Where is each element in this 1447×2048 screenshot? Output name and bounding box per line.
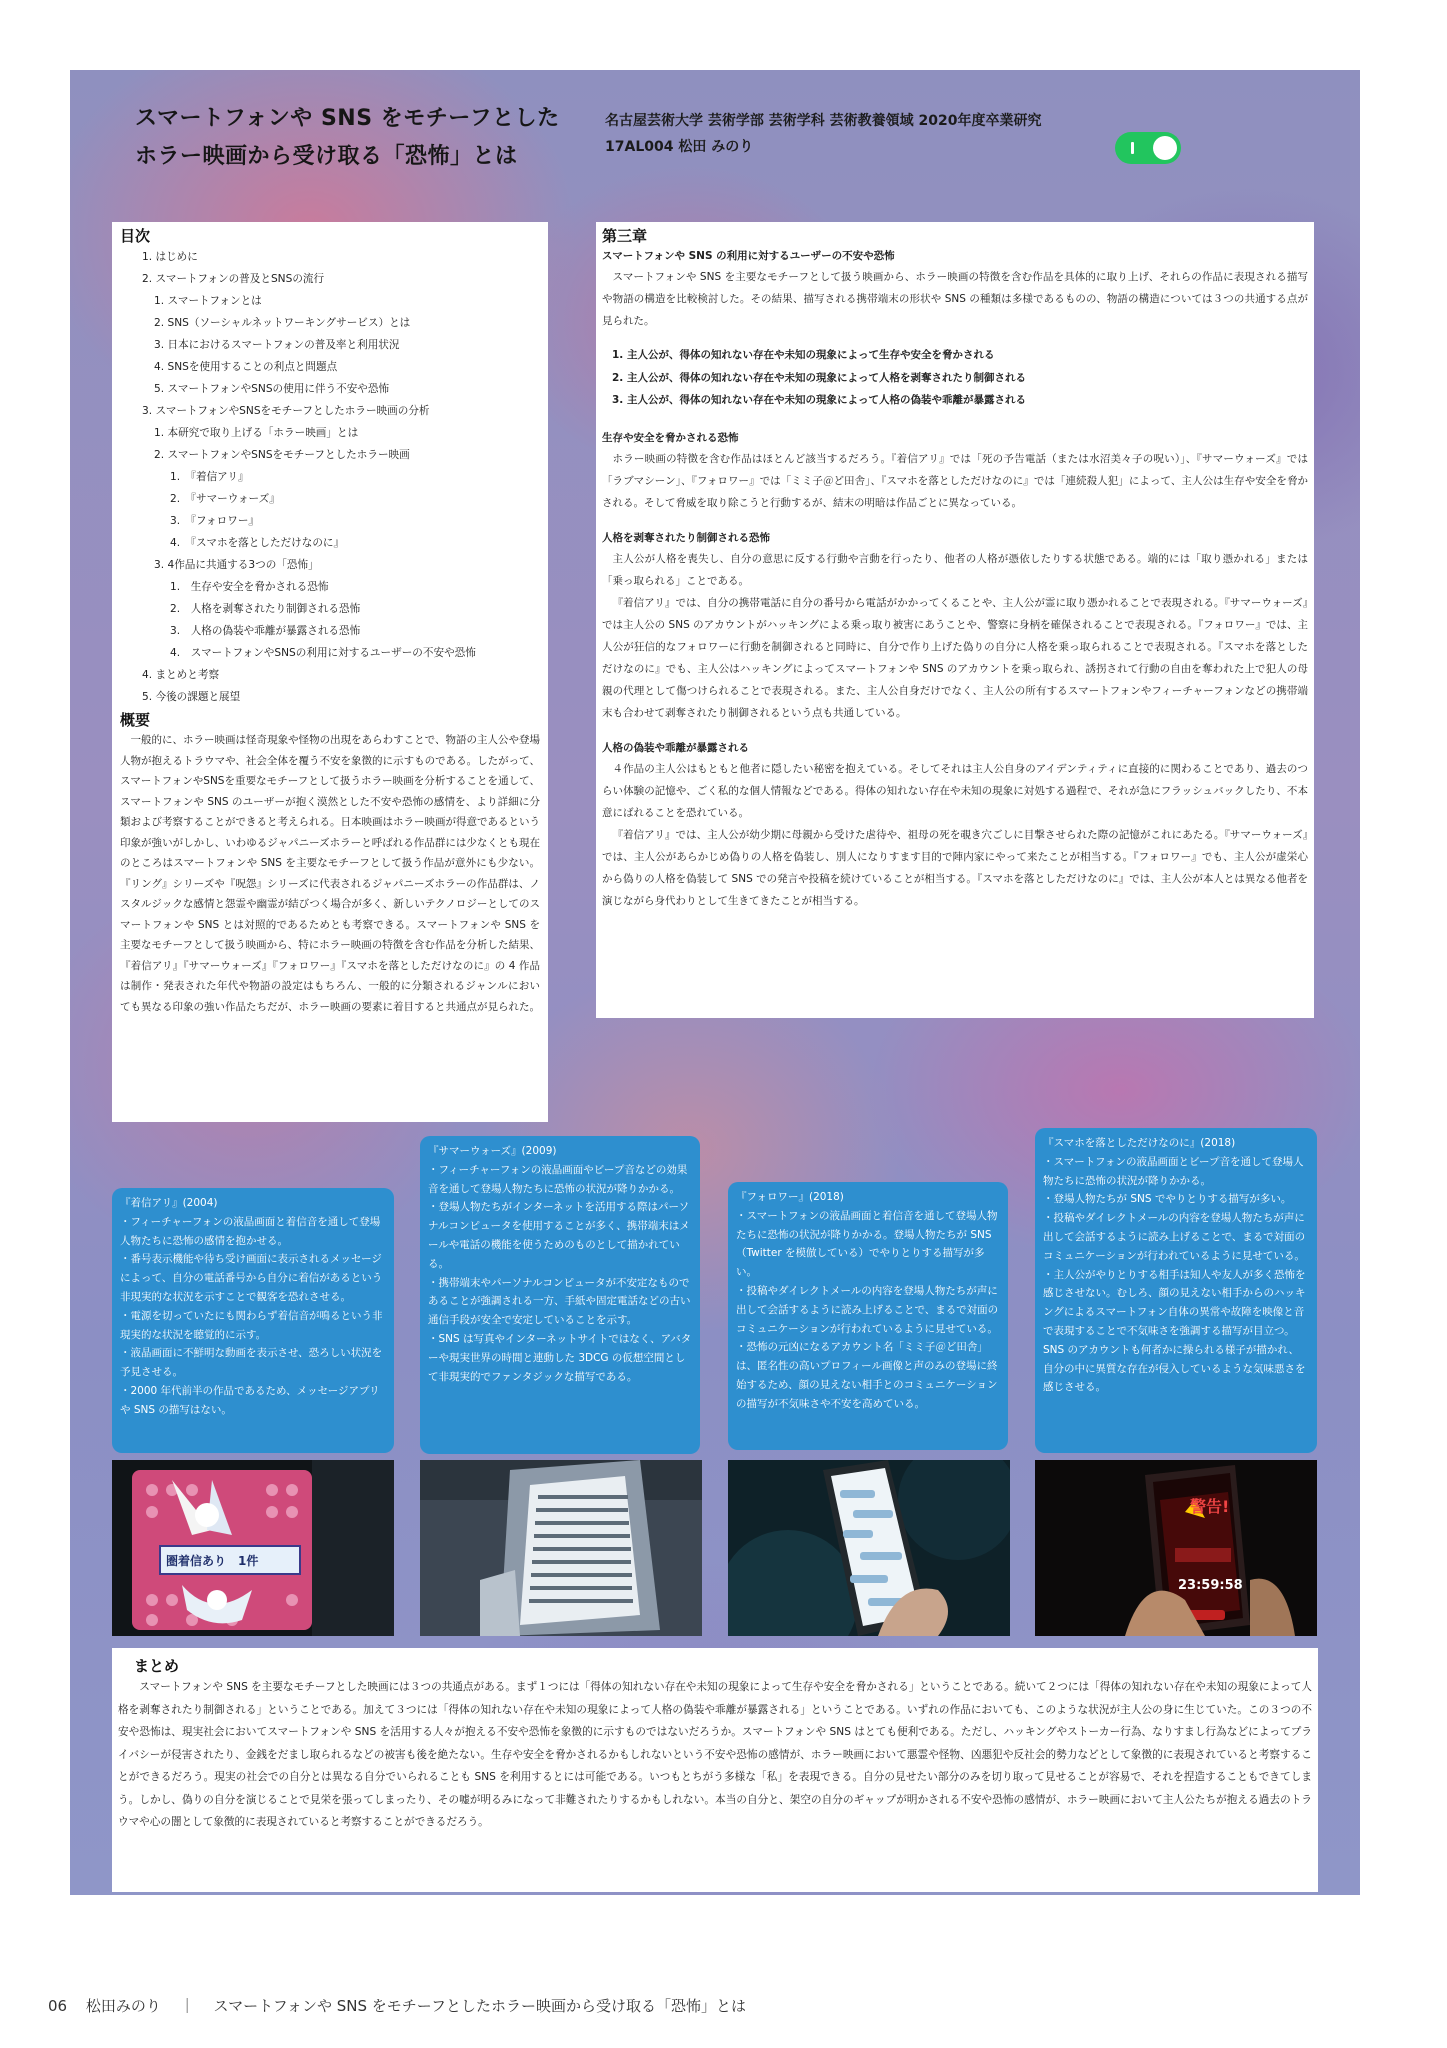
card-line: ・フィーチャーフォンの液晶画面と着信音を通して登場人物たちに恐怖の感情を抱かせる。 <box>120 1215 381 1247</box>
title-line-2: ホラー映画から受け取る「恐怖」とは <box>135 144 518 169</box>
toc-item: 4. 『スマホを落としただけなのに』 <box>170 537 345 549</box>
card-line: ・主人公がやりとりする相手は知人や友人が多く恐怖を感じさせない。むしろ、顔の見えない相手からのハッキングによるスマートフォン自体の異常や故障を映像と音で表現することで不気味さを強調する描写が目立つ。 <box>1043 1268 1306 1337</box>
section-paragraph: 主人公が人格を喪失し、自分の意思に反する行動や言動を行ったり、他者の人格が憑依したりする状態である。端的には「取り憑かれる」または「乗っ取られる」ことである。 <box>602 552 1308 587</box>
overview-heading: 概要 <box>120 711 151 729</box>
point-item: 3. 主人公が、得体の知れない存在や未知の現象によって人格の偽装や乖離が暴露される <box>612 394 1026 406</box>
section-paragraph: 『着信アリ』では、自分の携帯電話に自分の番号から電話がかかってくることや、主人公が霊に取り憑かれることで表現される。『サマーウォーズ』では主人公の SNS のアカウントがハッキングによる乗っ取り被害にあうことや、警察に身柄を確保されることで表現される。『フォロワー』では、主人公が狂信的なフォロワーに行動を制御されると同時に、自分で作り上げた偽りの自分に人格を乗っ取られることで表現される。『スマホを落としただけなのに』でも、主人公はハッキングによってスマートフォンや SNS のアカウントを乗っ取られ、誘拐されて行動の自由を奪われた上で犯人の母親の代理として傷つけられることで表現される。また、主人公自身だけでなく、主人公の所有するスマートフォンやフィーチャーフォンなどの携帯端末も合わせて剥奪されたり制御されるという点も共通している。 <box>602 596 1309 719</box>
film-still-chakushin <box>112 1460 394 1636</box>
toc-item: 2. スマートフォンやSNSをモチーフとしたホラー映画 <box>154 449 410 461</box>
chapter3-points <box>602 344 1308 412</box>
flip-phone-screen-icon <box>420 1460 702 1636</box>
shot4-warning-text: 警告! <box>1190 1497 1230 1516</box>
card-line: ・電源を切っていたにも関わらず着信音が鳴るという非現実的な状況を聴覚的に示す。 <box>120 1309 383 1341</box>
toc-item: 1. 本研究で取り上げる「ホラー映画」とは <box>154 427 359 439</box>
section-paragraph: ホラー映画の特徴を含む作品はほとんど該当するだろう。『着信アリ』では「死の予告電話（または水沼美々子の呪い）」、『サマーウォーズ』では「ラブマシーン」、『フォロワー』では「ミミ子＠ど田舎」、『スマホを落としただけなのに』では「連続殺人犯」によって、主人公は生存や安全を脅かされる。そして脅威を取り除こうと行動するが、結末の明暗は作品ごとに異なっている。 <box>602 452 1308 509</box>
feature-phone-screen-icon <box>112 1460 394 1636</box>
title-line-1: スマートフォンや SNS をモチーフとした <box>135 106 560 131</box>
card-line: ・液晶画面に不鮮明な動画を表示させ、恐ろしい状況を予見させる。 <box>120 1347 383 1379</box>
overview-text: 一般的に、ホラー映画は怪奇現象や怪物の出現をあらわすことで、物語の主人公や登場人物が抱えるトラウマや、社会全体を覆う不安を象徴的に示すものである。したがって、スマートフォンやSNSを重要なモチーフとして扱うホラー映画を分析することを通して、スマートフォンや SNS のユーザーが抱く漠然とした不安や恐怖の感情を、より詳細に分類および考察することができると考えられる。日本映画はホラー映画が得意であるという印象が強いがしかし、いわゆるジャパニーズホラーと呼ばれる作品群には少なくとも現在のところはスマートフォンや SNS を主要なモチーフとして扱う作品が意外にも少ない。『リング』シリーズや『呪怨』シリーズに代表されるジャパニーズホラーの作品群は、ノスタルジックな感情と怨霊や幽霊が結びつく場合が多く、新しいテクノロジーとしてのスマートフォンや SNS とは対照的であるためとも考察できる。スマートフォンや SNS を主要なモチーフとして扱う映画から、特にホラー映画の特徴を含む作品を分析した結果、『着信アリ』『サマーウォーズ』『フォロワー』『スマホを落としただけなのに』の 4 作品は制作・発表された年代や物語の設定はもちろん、一般的に分類されるジャンルにおいても異なる印象の強い作品たちだが、ホラー映画の要素に着目すると共通点が見られた。 <box>120 734 540 1013</box>
toc-item: 3. スマートフォンやSNSをモチーフとしたホラー映画の分析 <box>142 405 430 417</box>
card-title: 『着信アリ』(2004) <box>120 1197 218 1209</box>
shot1-badge-text: 圏着信あり 1件 <box>166 1554 259 1568</box>
page-footer <box>48 1995 760 2016</box>
footer-separator: ｜ <box>179 1997 195 2015</box>
footer-author: 松田みのり <box>85 1997 161 2015</box>
toc-item: 3. 日本におけるスマートフォンの普及率と利用状況 <box>154 339 400 351</box>
chapter3-panel <box>596 222 1314 1018</box>
chapter3-subheading: スマートフォンや SNS の利用に対するユーザーの不安や恐怖 <box>602 250 895 262</box>
film-card-follower <box>728 1182 1008 1450</box>
toc-item: 4. まとめと考察 <box>142 669 220 681</box>
poster-title <box>135 100 560 176</box>
toc-item: 4. スマートフォンやSNSの利用に対するユーザーの不安や恐怖 <box>170 647 476 659</box>
card-title: 『サマーウォーズ』(2009) <box>428 1145 557 1157</box>
toc-heading: 目次 <box>120 227 151 245</box>
poster <box>70 70 1360 1895</box>
toc-item: 2. 人格を剥奪されたり制御される恐怖 <box>170 603 361 615</box>
section-paragraph: 『着信アリ』では、主人公が幼少期に母親から受けた虐待や、祖母の死を覗き穴ごしに目撃させられた際の記憶がこれにあたる。『サマーウォーズ』では、主人公があらかじめ偽りの人格を偽装し、別人になりすます目的で陣内家にやって来たことが相当する。『フォロワー』でも、主人公が虚栄心から偽りの人格を偽装して SNS での発言や投稿を続けていることが相当する。『スマホを落としただけなのに』では、主人公が本人とは異なる他者を演じながら身代わりとして生きてきたことが相当する。 <box>602 828 1309 907</box>
toc-item: 2. 『サマーウォーズ』 <box>170 493 280 505</box>
card-line: ・フィーチャーフォンの液晶画面やビープ音などの効果音を通して登場人物たちに恐怖の状況が降りかかる。 <box>428 1163 688 1195</box>
point-item: 2. 主人公が、得体の知れない存在や未知の現象によって人格を剥奪されたり制御される <box>612 371 1026 384</box>
toc-item: 3. 『フォロワー』 <box>170 515 260 527</box>
toc-item: 5. スマートフォンやSNSの使用に伴う不安や恐怖 <box>154 383 390 395</box>
toc-item: 4. SNSを使用することの利点と問題点 <box>154 361 338 373</box>
film-still-summer-wars <box>420 1460 702 1636</box>
film-still-sumaho <box>1035 1460 1317 1636</box>
card-line: ・SNS は写真やインターネットサイトではなく、アバターや現実世界の時間と連動した 3DCG の仮想空間として非現実的でファンタジックな描写である。 <box>428 1332 692 1383</box>
author-id-line: 17AL004 松田 みのり <box>605 139 754 155</box>
summary-text: スマートフォンや SNS を主要なモチーフとした映画には３つの共通点がある。まず１つには「得体の知れない存在や未知の現象によって生存や安全を脅かされる」ということである。続いて２つには「得体の知れない存在や未知の現象によって人格を剥奪されたり制御される」ということである。加えて３つには「得体の知れない存在や未知の現象によって人格の偽装や乖離が暴露される」ということである。いずれの作品においても、このような状況が主人公の身に生じていた。この３つの不安や恐怖は、現実社会においてスマートフォンや SNS を活用する人々が抱える不安や恐怖を象徴的に示すものではないだろうか。スマートフォンや SNS はとても便利である。ただし、ハッキングやストーカー行為、なりすまし行為などによってプライバシーが侵害されたり、金銭をだまし取られるなどの被害も後を絶たない。生存や安全を脅かされるかもしれないという不安や恐怖の感情が、ホラー映画において悪霊や怪物、凶悪犯や反社会的勢力などとして象徴的に表現されていると考察することができるだろう。現実の社会での自分とは異なる自分でいられることも SNS を利用するとには可能である。いつもとちがう多様な「私」を表現できる。自分の見せたい部分のみを切り取って見せることが容易で、それを捏造することもできてしまう。しかし、偽りの自分を演じることで見栄を張ってしまったり、その嘘が明るみになって非難されたりするかもしれない。本当の自分と、架空の自分のギャップが明かされる不安や恐怖の感情が、ホラー映画において主人公たちが抱える過去のトラウマや心の闇として象徴的に表現されていると考察することができるだろう。 <box>118 1681 1312 1828</box>
toc-item: 2. スマートフォンの普及とSNSの流行 <box>142 273 325 285</box>
toc-item: 3. 4作品に共通する3つの「恐怖」 <box>154 559 319 571</box>
card-line: ・スマートフォンの液晶画面と着信音を通して登場人物たちに恐怖の状況が降りかかる。登場人物たちが SNS（Twitter を模倣している）でやりとりする描写が多い。 <box>736 1209 998 1279</box>
card-line: ・登場人物たちがインターネットを活用する際はパーソナルコンピュータを使用することが多く、携帯端末はメールや電話の機能を使うためのものとして描かれている。 <box>428 1201 690 1270</box>
chapter3-intro: スマートフォンや SNS を主要なモチーフとして扱う映画から、ホラー映画の特徴を含む作品を具体的に取り上げ、それらの作品に表現される描写や物語の構造を比較検討した。その結果、描写される携帯端末の形状や SNS の種類は多様であるものの、物語の構造については３つの共通する点が見られた。 <box>602 271 1308 327</box>
card-line: ・登場人物たちが SNS でやりとりする描写が多い。 <box>1043 1193 1292 1206</box>
film-card-chakushin <box>112 1188 394 1453</box>
smartphone-warning-icon <box>1035 1460 1317 1636</box>
card-line: ・投稿やダイレクトメールの内容を登場人物たちが声に出して会話するように読み上げることで、まるで対面のコミュニケーションが行われているように見せている。 <box>1043 1212 1306 1262</box>
chapter3-heading: 第三章 <box>602 227 648 245</box>
film-card-summer-wars <box>420 1136 700 1454</box>
card-line: ・スマートフォンの液晶画面とビープ音を通して登場人物たちに恐怖の状況が降りかかる。 <box>1043 1155 1304 1187</box>
footer-title: スマートフォンや SNS をモチーフとしたホラー映画から受け取る「恐怖」とは <box>213 1997 747 2015</box>
toc-item: 1. 生存や安全を脅かされる恐怖 <box>170 581 329 593</box>
card-line: ・2000 年代前半の作品であるため、メッセージアプリや SNS の描写はない。 <box>120 1384 380 1416</box>
film-card-sumaho <box>1035 1128 1317 1453</box>
toc-item: 1. 『着信アリ』 <box>170 471 249 483</box>
section-title: 人格の偽装や乖離が暴露される <box>602 741 749 754</box>
affiliation-line: 名古屋芸術大学 芸術学部 芸術学科 芸術教養領域 2020年度卒業研究 <box>605 113 1042 129</box>
card-line: ・携帯端末やパーソナルコンピュータが不安定なものであることが強調される一方、手紙や固定電話などの古い通信手段が安全で安定していることを示す。 <box>428 1276 691 1327</box>
shot4-time-text: 23:59:58 <box>1178 1578 1243 1593</box>
affiliation <box>605 108 1041 160</box>
toc-item: 5. 今後の課題と展望 <box>142 691 241 703</box>
toc-item: 2. SNS（ソーシャルネットワーキングサービス）とは <box>154 317 411 329</box>
toggle-knob[interactable] <box>1153 136 1177 160</box>
card-line: ・投稿やダイレクトメールの内容を登場人物たちが声に出して会話するように読み上げることで、まるで対面のコミュニケーションが行われているように見せている。 <box>736 1284 999 1335</box>
card-title: 『フォロワー』(2018) <box>736 1191 844 1203</box>
section-paragraph: ４作品の主人公はもともと他者に隠したい秘密を抱えている。そしてそれは主人公自身のアイデンティティに直接的に関わることであり、過去のつらい体験の記憶や、ごく私的な個人情報などである。得体の知れない存在や未知の現象に対処する過程で、それが急にフラッシュバックしたり、不本意にばれることを恐れている。 <box>602 762 1308 819</box>
card-line: ・番号表示機能や待ち受け画面に表示されるメッセージによって、自分の電話番号から自分に着信があるという非現実的な状況を示すことで観客を恐れさせる。 <box>120 1253 383 1303</box>
card-line: SNS のアカウントも何者かに操られる様子が描かれ、自分の中に異質な存在が侵入しているような気味悪さを感じさせる。 <box>1043 1343 1306 1394</box>
toc-item: 3. 人格の偽装や乖離が暴露される恐怖 <box>170 625 361 637</box>
toc-panel <box>112 222 548 1122</box>
toc-item: 1. スマートフォンとは <box>154 295 262 307</box>
toc-list <box>120 246 540 708</box>
summary-heading: まとめ <box>134 1657 180 1675</box>
card-line: ・恐怖の元凶になるアカウント名「ミミ子＠ど田舎」は、匿名性の高いプロフィール画像と声のみの登場に終始するため、顔の見えない相手とのコミュニケーションの描写が不気味さや不安を高めている。 <box>736 1341 998 1410</box>
smartphone-chat-icon <box>728 1460 1010 1636</box>
toggle-on-indicator-icon <box>1131 142 1134 154</box>
card-title: 『スマホを落としただけなのに』(2018) <box>1043 1137 1236 1149</box>
section-title: 生存や安全を脅かされる恐怖 <box>602 431 739 444</box>
summary-panel <box>112 1648 1318 1892</box>
toggle-switch[interactable] <box>1115 132 1181 164</box>
page-number: 06 <box>48 1997 68 2015</box>
point-item: 1. 主人公が、得体の知れない存在や未知の現象によって生存や安全を脅かされる <box>612 349 995 361</box>
section-title: 人格を剥奪されたり制御される恐怖 <box>602 531 770 544</box>
film-still-follower <box>728 1460 1010 1636</box>
toc-item: 1. はじめに <box>142 251 198 263</box>
